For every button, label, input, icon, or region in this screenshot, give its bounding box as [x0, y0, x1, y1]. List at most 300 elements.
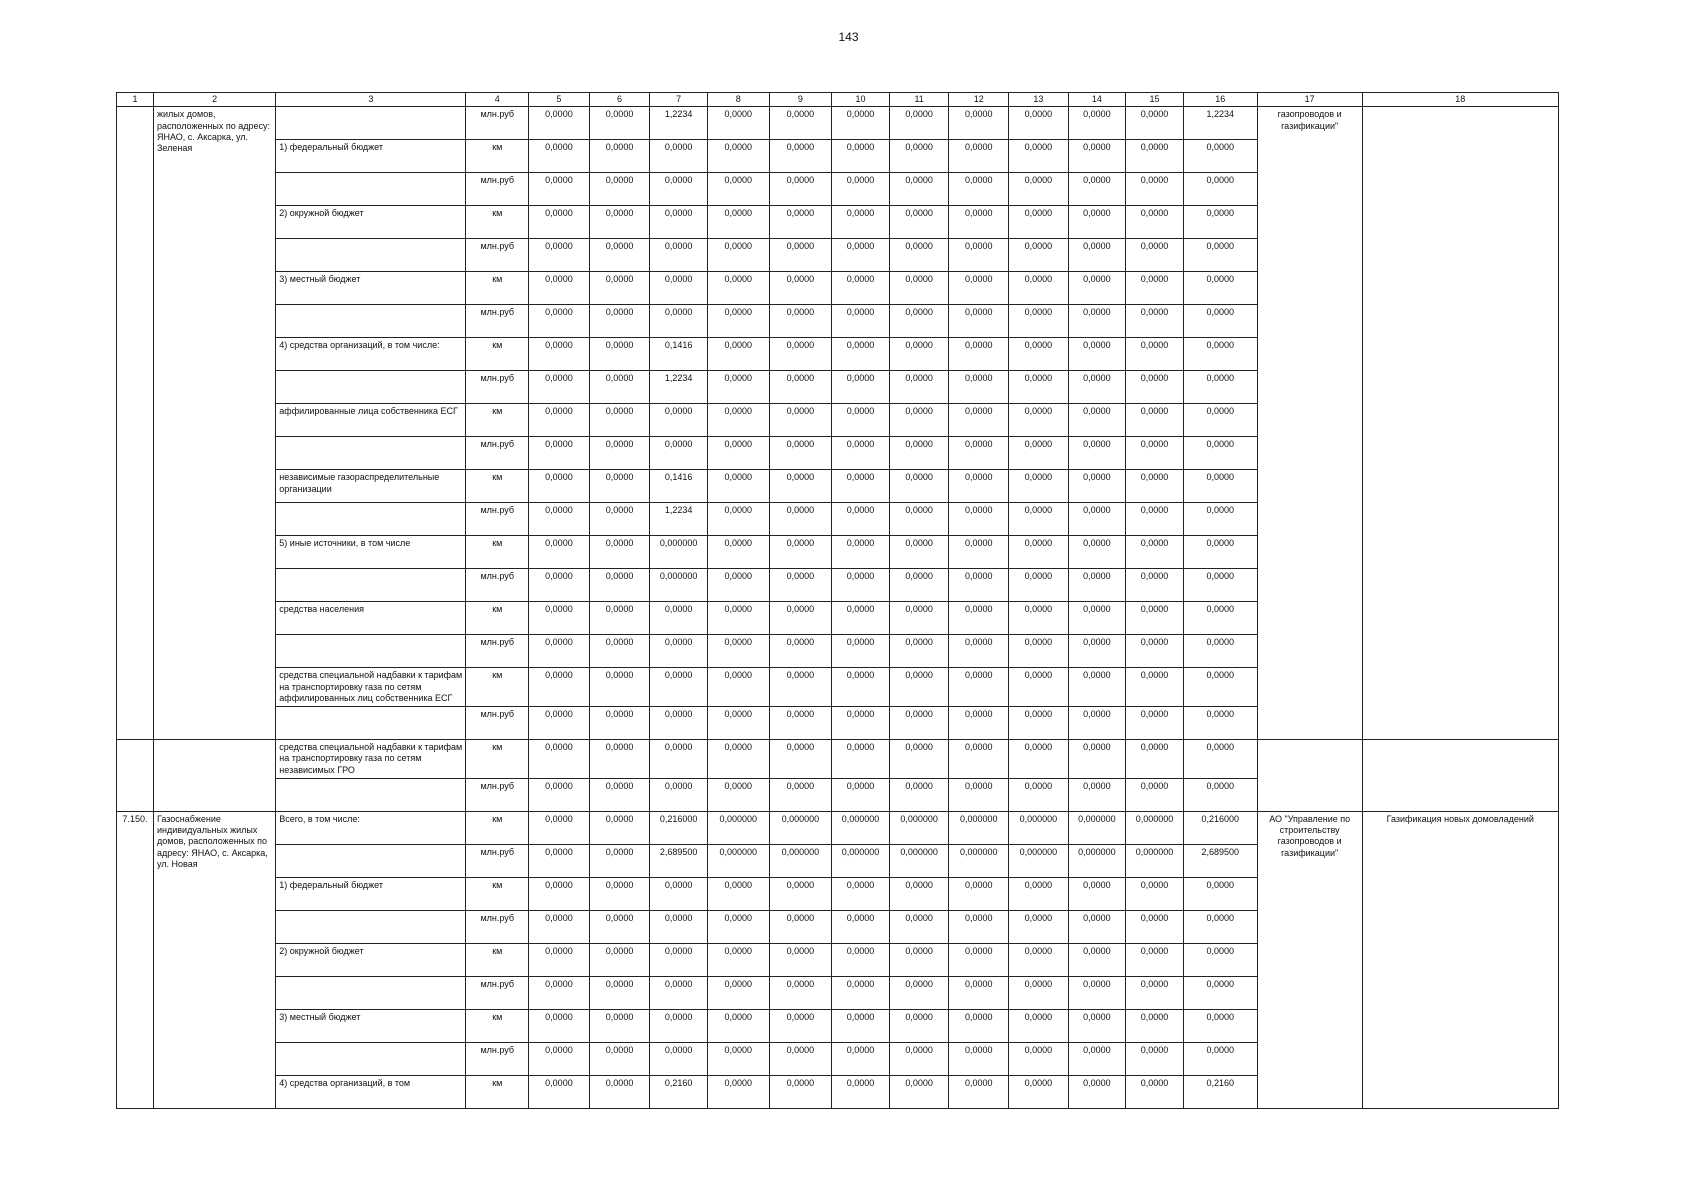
value-cell: 1,2234 — [650, 503, 708, 536]
value-cell: 0,0000 — [707, 569, 769, 602]
value-cell: 0,0000 — [1183, 1009, 1257, 1042]
value-cell: 0,0000 — [529, 272, 590, 305]
column-header: 17 — [1257, 93, 1362, 107]
column-header: 4 — [466, 93, 529, 107]
value-cell: 0,0000 — [949, 877, 1009, 910]
value-cell: 0,0000 — [1068, 1042, 1126, 1075]
unit-cell: км — [466, 943, 529, 976]
value-cell: 0,0000 — [1068, 740, 1126, 779]
value-cell: 0,0000 — [1068, 668, 1126, 707]
page-number: 143 — [838, 30, 859, 44]
value-cell: 0,0000 — [589, 707, 650, 740]
value-cell: 0,0000 — [1126, 536, 1184, 569]
column-header: 3 — [276, 93, 466, 107]
unit-cell: км — [466, 740, 529, 779]
value-cell: 0,0000 — [769, 206, 832, 239]
value-cell: 0,0000 — [1183, 305, 1257, 338]
value-cell: 0,0000 — [1009, 877, 1069, 910]
value-cell: 0,0000 — [889, 437, 949, 470]
value-cell: 0,0000 — [1126, 1042, 1184, 1075]
value-cell: 0,0000 — [529, 404, 590, 437]
unit-cell: км — [466, 602, 529, 635]
unit-cell: км — [466, 811, 529, 844]
value-cell: 0,0000 — [949, 503, 1009, 536]
value-cell: 0,0000 — [529, 976, 590, 1009]
value-cell: 0,0000 — [832, 338, 890, 371]
value-cell: 0,0000 — [832, 206, 890, 239]
funding-source-label: 1) федеральный бюджет — [276, 140, 466, 173]
value-cell: 0,0000 — [832, 1042, 890, 1075]
funding-source-label: средства населения — [276, 602, 466, 635]
value-cell: 0,0000 — [1126, 778, 1184, 811]
value-cell: 0,0000 — [1183, 239, 1257, 272]
funding-source-label: 1) федеральный бюджет — [276, 877, 466, 910]
table-row — [117, 740, 1559, 779]
value-cell: 0,000000 — [1009, 811, 1069, 844]
value-cell: 0,0000 — [769, 569, 832, 602]
value-cell: 0,0000 — [1126, 707, 1184, 740]
value-cell: 0,0000 — [1009, 272, 1069, 305]
value-cell: 0,0000 — [529, 437, 590, 470]
value-cell: 0,0000 — [949, 1075, 1009, 1108]
value-cell: 0,0000 — [650, 976, 708, 1009]
unit-cell: млн.руб — [466, 173, 529, 206]
value-cell: 0,0000 — [769, 1042, 832, 1075]
value-cell: 0,0000 — [889, 1009, 949, 1042]
value-cell: 1,2234 — [650, 371, 708, 404]
value-cell: 0,0000 — [1068, 338, 1126, 371]
value-cell: 0,0000 — [1126, 877, 1184, 910]
value-cell: 0,0000 — [949, 569, 1009, 602]
value-cell: 0,0000 — [1183, 338, 1257, 371]
value-cell: 0,0000 — [769, 503, 832, 536]
value-cell: 0,0000 — [1009, 976, 1069, 1009]
value-cell: 0,0000 — [707, 976, 769, 1009]
value-cell: 0,0000 — [1126, 668, 1184, 707]
value-cell: 0,0000 — [529, 239, 590, 272]
value-cell: 0,0000 — [529, 707, 590, 740]
item-name: Газоснабжение индивидуальных жилых домов, расположенных по адресу: ЯНАО, с. Аксарка, ул. Новая — [154, 811, 276, 1108]
value-cell: 0,0000 — [1068, 470, 1126, 503]
value-cell: 0,0000 — [650, 1042, 708, 1075]
value-cell: 0,0000 — [707, 910, 769, 943]
value-cell: 0,0000 — [1126, 437, 1184, 470]
value-cell: 0,0000 — [889, 371, 949, 404]
value-cell: 0,0000 — [832, 140, 890, 173]
value-cell: 0,0000 — [1068, 272, 1126, 305]
value-cell: 0,0000 — [832, 437, 890, 470]
value-cell: 0,0000 — [1126, 305, 1184, 338]
value-cell: 0,0000 — [832, 877, 890, 910]
column-header: 1 — [117, 93, 154, 107]
value-cell: 0,0000 — [889, 272, 949, 305]
column-header: 7 — [650, 93, 708, 107]
value-cell: 0,0000 — [1126, 635, 1184, 668]
value-cell: 0,000000 — [1126, 811, 1184, 844]
value-cell: 0,0000 — [589, 437, 650, 470]
value-cell: 0,000000 — [769, 811, 832, 844]
value-cell: 0,0000 — [1009, 740, 1069, 779]
value-cell: 0,0000 — [1009, 404, 1069, 437]
value-cell: 0,0000 — [707, 635, 769, 668]
value-cell: 0,0000 — [949, 910, 1009, 943]
value-cell: 0,0000 — [589, 569, 650, 602]
value-cell: 0,0000 — [832, 305, 890, 338]
value-cell: 0,0000 — [1009, 206, 1069, 239]
value-cell: 0,0000 — [1009, 778, 1069, 811]
unit-cell: км — [466, 668, 529, 707]
value-cell: 0,0000 — [707, 536, 769, 569]
value-cell: 0,0000 — [1183, 272, 1257, 305]
value-cell: 0,0000 — [650, 272, 708, 305]
value-cell: 0,0000 — [949, 1042, 1009, 1075]
funding-source-label — [276, 1042, 466, 1075]
value-cell: 0,0000 — [1068, 569, 1126, 602]
funding-source-label — [276, 239, 466, 272]
value-cell: 0,0000 — [1068, 503, 1126, 536]
value-cell: 0,0000 — [949, 740, 1009, 779]
value-cell: 0,0000 — [650, 635, 708, 668]
value-cell: 0,0000 — [1183, 943, 1257, 976]
value-cell: 0,0000 — [707, 404, 769, 437]
value-cell: 0,0000 — [769, 1009, 832, 1042]
value-cell: 0,0000 — [1068, 371, 1126, 404]
value-cell: 0,0000 — [889, 206, 949, 239]
funding-source-label: независимые газораспределительные организации — [276, 470, 466, 503]
value-cell: 0,0000 — [949, 206, 1009, 239]
value-cell: 0,0000 — [707, 437, 769, 470]
value-cell: 0,0000 — [1068, 173, 1126, 206]
value-cell: 0,0000 — [832, 107, 890, 140]
value-cell: 0,0000 — [707, 1042, 769, 1075]
value-cell: 0,0000 — [1009, 1075, 1069, 1108]
funding-source-label: 3) местный бюджет — [276, 272, 466, 305]
value-cell: 0,0000 — [769, 635, 832, 668]
value-cell: 0,0000 — [650, 707, 708, 740]
value-cell: 0,0000 — [529, 668, 590, 707]
funding-source-label: 2) окружной бюджет — [276, 206, 466, 239]
value-cell: 0,0000 — [1068, 635, 1126, 668]
value-cell: 0,0000 — [889, 173, 949, 206]
value-cell: 0,0000 — [589, 668, 650, 707]
value-cell: 0,0000 — [949, 437, 1009, 470]
value-cell: 0,0000 — [832, 602, 890, 635]
value-cell: 0,0000 — [832, 635, 890, 668]
value-cell: 0,0000 — [1009, 437, 1069, 470]
value-cell: 0,0000 — [529, 140, 590, 173]
value-cell: 0,0000 — [589, 778, 650, 811]
value-cell: 0,0000 — [769, 140, 832, 173]
value-cell: 0,2160 — [1183, 1075, 1257, 1108]
funding-source-label: 2) окружной бюджет — [276, 943, 466, 976]
value-cell: 0,0000 — [1126, 1009, 1184, 1042]
unit-cell: млн.руб — [466, 107, 529, 140]
funding-source-label — [276, 635, 466, 668]
value-cell: 0,0000 — [1126, 107, 1184, 140]
value-cell: 0,000000 — [650, 536, 708, 569]
value-cell: 0,0000 — [1183, 602, 1257, 635]
value-cell: 0,0000 — [949, 140, 1009, 173]
value-cell: 0,0000 — [589, 206, 650, 239]
column-header: 16 — [1183, 93, 1257, 107]
value-cell: 0,000000 — [949, 811, 1009, 844]
value-cell: 0,0000 — [832, 173, 890, 206]
value-cell: 0,0000 — [589, 338, 650, 371]
value-cell: 0,0000 — [769, 778, 832, 811]
value-cell: 0,000000 — [889, 811, 949, 844]
value-cell: 0,0000 — [949, 536, 1009, 569]
value-cell: 0,0000 — [650, 305, 708, 338]
table-row — [117, 107, 1559, 140]
value-cell: 0,0000 — [1068, 943, 1126, 976]
value-cell: 0,1416 — [650, 338, 708, 371]
value-cell: 0,0000 — [1068, 602, 1126, 635]
value-cell: 0,0000 — [1183, 437, 1257, 470]
value-cell: 0,0000 — [1126, 371, 1184, 404]
value-cell: 0,0000 — [1068, 437, 1126, 470]
value-cell: 0,0000 — [1009, 635, 1069, 668]
header-row — [117, 93, 1559, 107]
value-cell: 0,0000 — [949, 239, 1009, 272]
value-cell: 0,0000 — [832, 943, 890, 976]
value-cell: 0,0000 — [529, 206, 590, 239]
column-header: 15 — [1126, 93, 1184, 107]
funding-source-label — [276, 844, 466, 877]
value-cell: 0,0000 — [769, 437, 832, 470]
unit-cell: млн.руб — [466, 239, 529, 272]
value-cell: 0,0000 — [1126, 602, 1184, 635]
goal-cell: Газификация новых домовладений — [1362, 811, 1558, 1108]
value-cell: 0,0000 — [1009, 1009, 1069, 1042]
value-cell: 0,0000 — [1126, 470, 1184, 503]
value-cell: 0,2160 — [650, 1075, 708, 1108]
value-cell: 0,0000 — [1009, 470, 1069, 503]
funding-source-label — [276, 305, 466, 338]
item-name: жилых домов, расположенных по адресу: ЯНАО, с. Аксарка, ул. Зеленая — [154, 107, 276, 740]
value-cell: 0,0000 — [529, 569, 590, 602]
value-cell: 0,0000 — [1183, 707, 1257, 740]
funding-source-label: аффилированные лица собственника ЕСГ — [276, 404, 466, 437]
value-cell: 0,0000 — [707, 503, 769, 536]
funding-source-label: 3) местный бюджет — [276, 1009, 466, 1042]
value-cell: 0,0000 — [889, 1075, 949, 1108]
value-cell: 0,0000 — [1183, 668, 1257, 707]
value-cell: 0,0000 — [650, 740, 708, 779]
value-cell: 0,0000 — [1126, 338, 1184, 371]
value-cell: 0,0000 — [529, 844, 590, 877]
value-cell: 0,000000 — [1009, 844, 1069, 877]
value-cell: 0,0000 — [1183, 173, 1257, 206]
value-cell: 0,0000 — [707, 668, 769, 707]
funding-source-label — [276, 107, 466, 140]
value-cell: 0,0000 — [707, 140, 769, 173]
value-cell: 0,0000 — [889, 778, 949, 811]
value-cell: 0,0000 — [889, 536, 949, 569]
program-table — [116, 92, 1559, 1109]
value-cell: 0,0000 — [1009, 107, 1069, 140]
value-cell: 0,0000 — [707, 1009, 769, 1042]
value-cell: 0,0000 — [1009, 338, 1069, 371]
value-cell: 1,2234 — [650, 107, 708, 140]
unit-cell: км — [466, 877, 529, 910]
funding-source-label: 4) средства организаций, в том — [276, 1075, 466, 1108]
value-cell: 0,0000 — [589, 305, 650, 338]
value-cell: 0,0000 — [889, 635, 949, 668]
funding-source-label: 5) иные источники, в том числе — [276, 536, 466, 569]
value-cell: 0,0000 — [949, 338, 1009, 371]
item-name — [154, 740, 276, 812]
unit-cell: млн.руб — [466, 503, 529, 536]
value-cell: 0,0000 — [650, 239, 708, 272]
value-cell: 0,0000 — [889, 707, 949, 740]
value-cell: 0,0000 — [650, 173, 708, 206]
value-cell: 0,0000 — [949, 602, 1009, 635]
value-cell: 0,0000 — [832, 707, 890, 740]
value-cell: 0,0000 — [529, 173, 590, 206]
value-cell: 0,0000 — [589, 404, 650, 437]
funding-source-label: средства специальной надбавки к тарифам на транспортировку газа по сетям независимых ГРО — [276, 740, 466, 779]
value-cell: 0,0000 — [1126, 272, 1184, 305]
value-cell: 0,0000 — [1126, 910, 1184, 943]
value-cell: 0,0000 — [832, 976, 890, 1009]
value-cell: 0,0000 — [1009, 707, 1069, 740]
value-cell: 0,000000 — [707, 811, 769, 844]
column-header: 9 — [769, 93, 832, 107]
goal-cell — [1362, 107, 1558, 740]
value-cell: 0,0000 — [889, 239, 949, 272]
value-cell: 0,0000 — [832, 740, 890, 779]
value-cell: 0,0000 — [589, 173, 650, 206]
value-cell: 0,0000 — [769, 239, 832, 272]
unit-cell: км — [466, 536, 529, 569]
value-cell: 0,0000 — [529, 1009, 590, 1042]
value-cell: 0,0000 — [889, 107, 949, 140]
value-cell: 0,0000 — [589, 602, 650, 635]
value-cell: 0,0000 — [832, 371, 890, 404]
item-number: 7.150. — [117, 811, 154, 1108]
unit-cell: млн.руб — [466, 569, 529, 602]
value-cell: 0,0000 — [707, 272, 769, 305]
value-cell: 0,0000 — [769, 371, 832, 404]
value-cell: 0,0000 — [589, 1009, 650, 1042]
value-cell: 0,0000 — [949, 107, 1009, 140]
value-cell: 0,0000 — [589, 536, 650, 569]
value-cell: 0,0000 — [529, 602, 590, 635]
funding-source-label — [276, 976, 466, 1009]
unit-cell: млн.руб — [466, 844, 529, 877]
value-cell: 0,0000 — [1068, 707, 1126, 740]
value-cell: 0,1416 — [650, 470, 708, 503]
value-cell: 0,0000 — [1126, 404, 1184, 437]
value-cell: 0,0000 — [832, 668, 890, 707]
value-cell: 0,0000 — [589, 1075, 650, 1108]
value-cell: 0,0000 — [707, 470, 769, 503]
value-cell: 0,0000 — [769, 910, 832, 943]
value-cell: 0,0000 — [1183, 1042, 1257, 1075]
item-number — [117, 740, 154, 812]
value-cell: 0,0000 — [1183, 470, 1257, 503]
unit-cell: км — [466, 272, 529, 305]
value-cell: 0,0000 — [949, 305, 1009, 338]
value-cell: 0,0000 — [589, 877, 650, 910]
value-cell: 0,216000 — [650, 811, 708, 844]
value-cell: 0,0000 — [1068, 536, 1126, 569]
value-cell: 0,0000 — [1183, 569, 1257, 602]
value-cell: 0,0000 — [1068, 910, 1126, 943]
value-cell: 0,0000 — [529, 635, 590, 668]
value-cell: 0,0000 — [1068, 239, 1126, 272]
value-cell: 0,0000 — [949, 272, 1009, 305]
value-cell: 0,0000 — [1183, 910, 1257, 943]
value-cell: 0,0000 — [1068, 877, 1126, 910]
column-header: 10 — [832, 93, 890, 107]
value-cell: 0,0000 — [769, 173, 832, 206]
value-cell: 0,0000 — [707, 707, 769, 740]
value-cell: 0,0000 — [889, 976, 949, 1009]
value-cell: 0,0000 — [769, 668, 832, 707]
unit-cell: км — [466, 1075, 529, 1108]
value-cell: 0,0000 — [529, 910, 590, 943]
value-cell: 0,0000 — [589, 635, 650, 668]
value-cell: 0,0000 — [707, 338, 769, 371]
value-cell: 0,0000 — [1068, 140, 1126, 173]
column-header: 6 — [589, 93, 650, 107]
value-cell: 0,0000 — [1183, 976, 1257, 1009]
value-cell: 0,0000 — [589, 140, 650, 173]
value-cell: 0,0000 — [650, 437, 708, 470]
unit-cell: млн.руб — [466, 976, 529, 1009]
value-cell: 0,0000 — [650, 877, 708, 910]
value-cell: 0,0000 — [889, 140, 949, 173]
value-cell: 0,0000 — [889, 602, 949, 635]
value-cell: 0,0000 — [529, 470, 590, 503]
executor-cell: газопроводов и газификации" — [1257, 107, 1362, 740]
value-cell: 0,0000 — [889, 503, 949, 536]
value-cell: 0,0000 — [589, 107, 650, 140]
value-cell: 0,0000 — [650, 1009, 708, 1042]
unit-cell: млн.руб — [466, 635, 529, 668]
column-header: 14 — [1068, 93, 1126, 107]
value-cell: 0,0000 — [1183, 206, 1257, 239]
value-cell: 0,0000 — [1126, 503, 1184, 536]
unit-cell: млн.руб — [466, 910, 529, 943]
unit-cell: км — [466, 470, 529, 503]
value-cell: 0,0000 — [529, 1042, 590, 1075]
value-cell: 0,0000 — [589, 470, 650, 503]
value-cell: 0,0000 — [769, 707, 832, 740]
value-cell: 0,0000 — [832, 272, 890, 305]
unit-cell: км — [466, 1009, 529, 1042]
value-cell: 0,0000 — [769, 740, 832, 779]
value-cell: 0,0000 — [1126, 173, 1184, 206]
funding-source-label — [276, 778, 466, 811]
funding-source-label — [276, 173, 466, 206]
value-cell: 0,0000 — [832, 778, 890, 811]
value-cell: 0,0000 — [707, 1075, 769, 1108]
value-cell: 0,216000 — [1183, 811, 1257, 844]
value-cell: 0,0000 — [1009, 305, 1069, 338]
value-cell: 0,0000 — [589, 844, 650, 877]
value-cell: 0,000000 — [707, 844, 769, 877]
value-cell: 0,000000 — [1126, 844, 1184, 877]
value-cell: 0,0000 — [1009, 602, 1069, 635]
value-cell: 0,0000 — [1183, 503, 1257, 536]
value-cell: 0,0000 — [1183, 404, 1257, 437]
unit-cell: млн.руб — [466, 1042, 529, 1075]
executor-cell — [1257, 740, 1362, 812]
value-cell: 0,0000 — [529, 778, 590, 811]
value-cell: 0,0000 — [832, 910, 890, 943]
